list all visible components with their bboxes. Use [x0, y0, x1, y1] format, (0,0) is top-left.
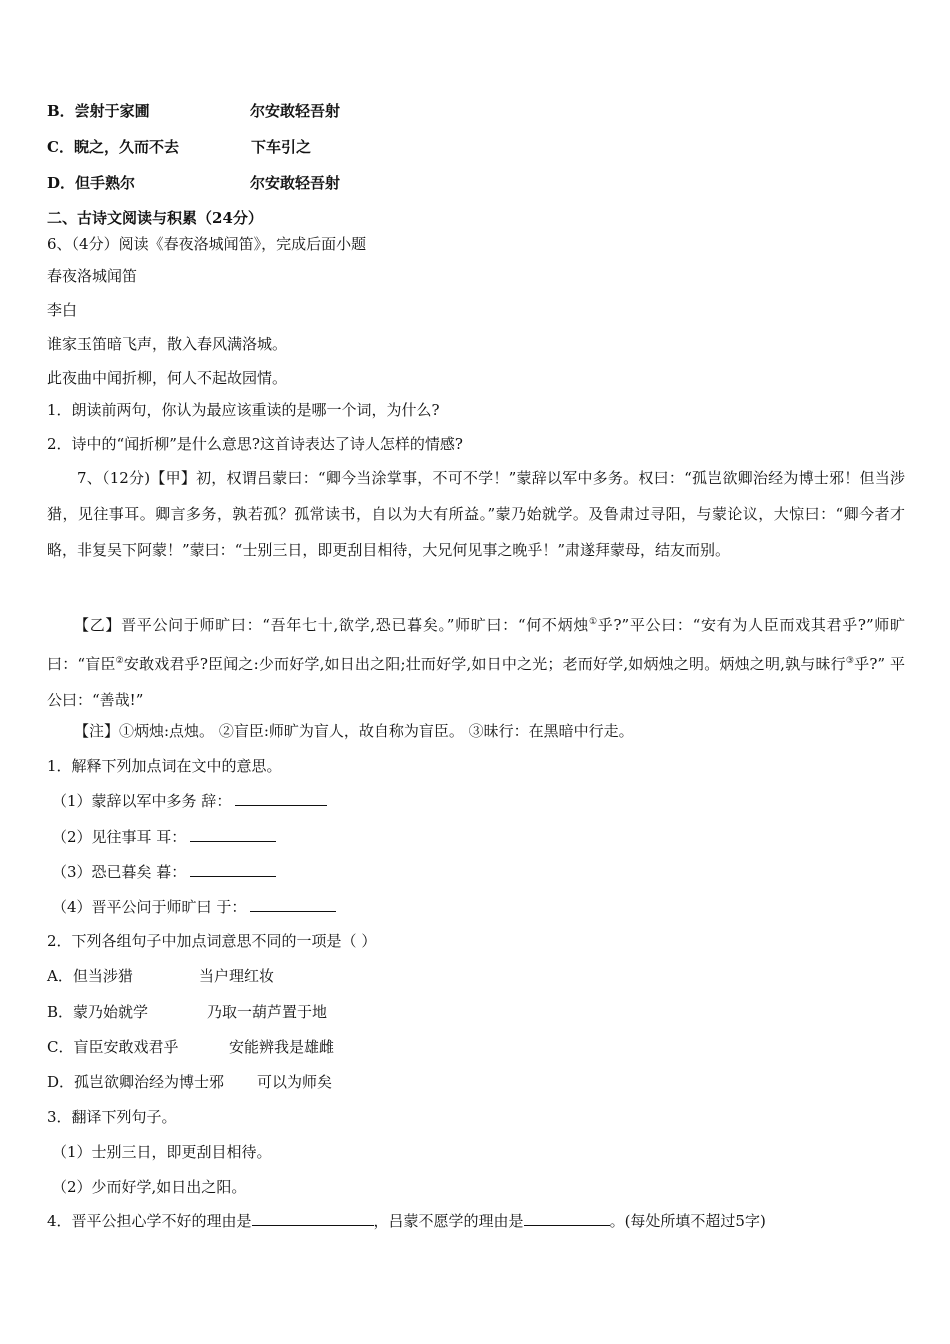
q7-1-item-2-text: （2）见往事耳 耳： [52, 828, 187, 846]
option-d-left: D．但手熟尔 [47, 174, 136, 192]
option-c-right: 下车引之 [251, 138, 312, 156]
q7-3-item-1: （1）士别三日，即更刮目相待。 [52, 1143, 272, 1161]
q7-1-item-3 [52, 861, 276, 882]
passage-yi-part-2: 乎?”平公曰：“安有为人臣而戏其君乎?”师旷曰：“盲臣 [47, 616, 905, 673]
answer-blank[interactable] [235, 790, 327, 806]
q7-4-part-1: 4．晋平公担心学不好的理由是 [47, 1212, 252, 1230]
q7-1-item-2 [52, 826, 276, 847]
poem-line-1: 谁家玉笛暗飞声，散入春风满洛城。 [47, 335, 288, 353]
q7-3-title: 3．翻译下列句子。 [47, 1108, 177, 1126]
poem-author: 李白 [47, 301, 78, 319]
answer-blank[interactable] [190, 861, 276, 877]
poem-title: 春夜洛城闻笛 [47, 267, 138, 285]
q7-2-option-c [47, 1037, 335, 1057]
option-a-left: A．但当涉猎 [47, 967, 133, 985]
option-b-left: B．蒙乃始就学 [47, 1003, 149, 1021]
option-b-row [47, 101, 341, 121]
q6-sub-2: 2．诗中的“闻折柳”是什么意思?这首诗表达了诗人怎样的情感? [47, 435, 463, 453]
passage-jia: 7、（12分)【甲】初，权谓吕蒙曰：“卿今当涂掌事，不可不学！”蒙辞以军中多务。权曰：“孤岂欲卿治经为博士邪！但当涉猎，见往事耳。卿言多务，孰若孤？孤常读书，自以为大有所益。”蒙乃始就学。及鲁肃过寻阳，与蒙论议，大惊曰：“卿今者才略，非复吴下阿蒙！”蒙曰：“士别三日，即更刮目相待，大兄何见事之晚乎！”肃遂拜蒙母，结友而别。 [47, 469, 905, 559]
option-b-right: 尔安敢轻吾射 [250, 102, 341, 120]
section-title: 二、古诗文阅读与积累（24分） [47, 209, 263, 227]
option-c-right: 安能辨我是雄雌 [229, 1038, 335, 1056]
footnote-ref-2: ② [115, 656, 124, 666]
footnote-ref-1: ① [588, 617, 598, 627]
q7-1-item-4-text: （4）晋平公问于师旷曰 于： [52, 898, 247, 916]
option-d-left: D．孤岂欲卿治经为博士邪 [47, 1073, 225, 1091]
q7-2-option-b [47, 1002, 328, 1022]
poem-line-2: 此夜曲中闻折柳，何人不起故园情。 [47, 369, 288, 387]
q7-2-option-a [47, 966, 275, 986]
q7-4 [47, 1210, 766, 1231]
option-d-row [47, 173, 341, 193]
q6-intro: 6、（4分）阅读《春夜洛城闻笛》，完成后面小题 [47, 235, 367, 253]
q7-1-title: 1．解释下列加点词在文中的意思。 [47, 757, 282, 775]
answer-blank[interactable] [252, 1210, 374, 1226]
q7-1-item-1-text: （1）蒙辞以军中多务 辞： [52, 792, 232, 810]
passage-yi-part-3: 安敢戏君乎?臣闻之:少而好学,如日出之阳;壮而好学,如日中之光；老而好学,如炳烛之明。炳烛之明,孰与昧行 [123, 655, 846, 673]
answer-blank[interactable] [250, 896, 336, 912]
option-a-right: 当户理红妆 [199, 967, 275, 985]
q6-sub-1: 1．朗读前两句，你认为最应该重读的是哪一个词，为什么? [47, 401, 440, 419]
q7-4-part-2: ，吕蒙不愿学的理由是 [373, 1212, 524, 1230]
q7-4-part-3: 。(每处所填不超过5字) [609, 1212, 766, 1230]
q7-1-item-3-text: （3）恐已暮矣 暮： [52, 863, 187, 881]
q7-1-item-1 [52, 790, 327, 811]
passage-yi [47, 604, 905, 718]
notes: 【注】①炳烛:点烛。 ②盲臣:师旷为盲人，故自称为盲臣。 ③昧行：在黑暗中行走。 [74, 722, 634, 740]
option-c-left: C．睨之，久而不去 [47, 138, 179, 156]
passage-yi-part-4: 乎?” 平公曰：“善哉!” [47, 655, 905, 709]
answer-blank[interactable] [524, 1210, 610, 1226]
q7-1-item-4 [52, 896, 336, 917]
option-d-right: 可以为师矣 [257, 1073, 333, 1091]
option-c-left: C．盲臣安敢戏君乎 [47, 1038, 179, 1056]
q7-3-item-2: （2）少而好学,如日出之阳。 [52, 1178, 247, 1196]
option-c-row [47, 137, 312, 157]
q7-2-title: 2．下列各组句子中加点词意思不同的一项是（ ） [47, 932, 377, 950]
answer-blank[interactable] [190, 826, 276, 842]
q7-2-option-d [47, 1072, 333, 1092]
footnote-ref-3: ③ [845, 656, 855, 666]
option-d-right: 尔安敢轻吾射 [250, 174, 341, 192]
passage-yi-part-1: 【乙】晋平公问于师旷曰：“吾年七十,欲学,恐已暮矣。”师旷曰：“何不炳烛 [74, 616, 589, 634]
option-b-left: B．尝射于家圃 [47, 102, 150, 120]
option-b-right: 乃取一葫芦置于地 [207, 1003, 328, 1021]
